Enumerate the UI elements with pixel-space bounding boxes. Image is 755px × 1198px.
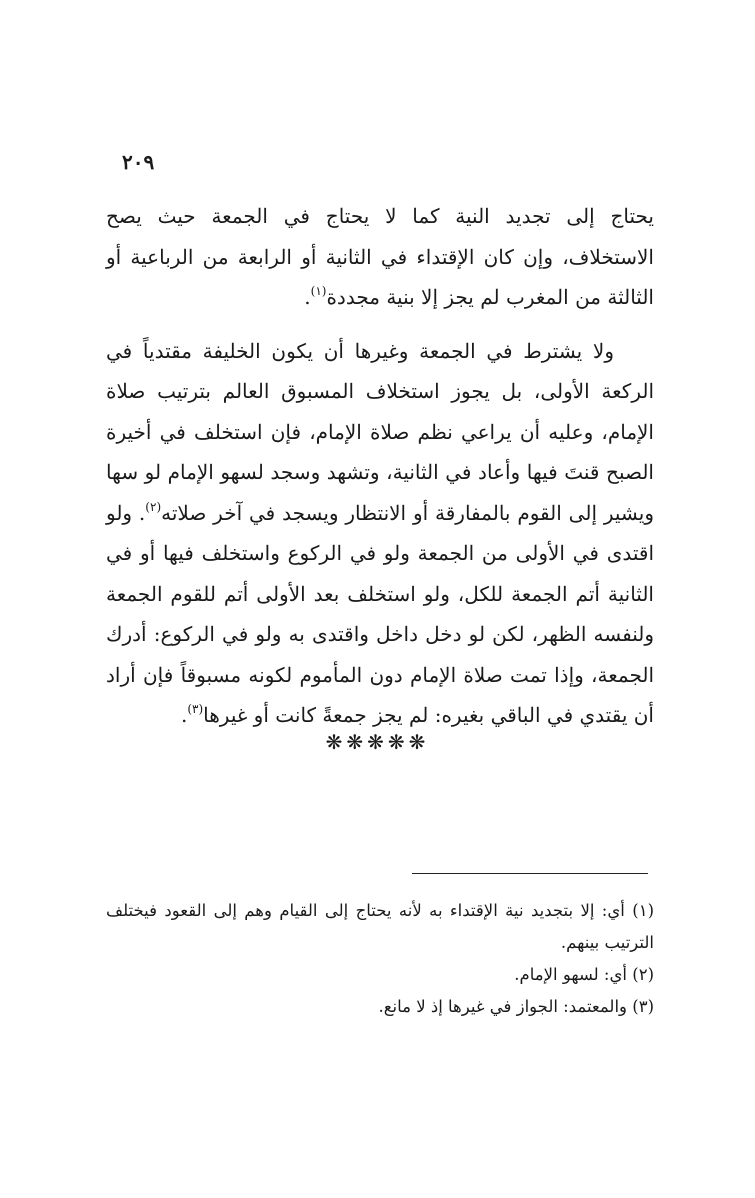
main-text bbox=[106, 196, 654, 736]
paragraph-2 bbox=[106, 331, 654, 736]
paragraph-1 bbox=[106, 196, 654, 318]
section-separator: ❋❋❋❋❋ bbox=[325, 730, 430, 754]
page-number: ٢٠٩ bbox=[122, 150, 155, 174]
footnotes bbox=[106, 895, 654, 1023]
footnote-ref-1: (١) bbox=[310, 284, 327, 298]
footnote-ref-2: (٢) bbox=[145, 499, 162, 514]
paragraph-2-tail: . ولو اقتدى في الأولى من الجمعة ولو في الركوع واستخلف فيها أو في الثانية أتم الجمعة للكل، ولو استخلف بعد الأولى أتم للقوم الجمعة ولنفسه الظهر، لكن لو دخل داخل واقتدى به ولو في الركوع: أدرك الجمعة، وإذا تمت صلاة الإمام دون المأموم لكونه مسبوقاً فإن أراد أن يقتدي في الباقي بغيره: لم يجز جمعةً كانت أو غيرها bbox=[106, 500, 654, 727]
footnote-3: (٣) والمعتمد: الجواز في غيرها إذ لا مانع. bbox=[378, 997, 654, 1016]
footnote-2: (٢) أي: لسهو الإمام. bbox=[514, 965, 654, 984]
footnote-divider bbox=[412, 873, 648, 874]
footnote-ref-3: (٣) bbox=[187, 702, 204, 716]
footnote-1: (١) أي: إلا بتجديد نية الإقتداء به لأنه يحتاج إلى القيام وهم إلى القعود فيختلف الترتيب بينهم. bbox=[106, 901, 654, 952]
paragraph-2-text: ولا يشترط في الجمعة وغيرها أن يكون الخليفة مقتدياً في الركعة الأولى، بل يجوز استخلاف المسبوق العالم بترتيب صلاة الإمام، وعليه أن يراعي نظم صلاة الإمام، فإن استخلف في أخيرة الصبح قنتَ فيها وأعاد في الثانية، وتشهد وسجد لسهو الإمام لو سها ويشير إلى القوم بالمفارقة أو الانتظار ويسجد في آخر صلاته bbox=[106, 338, 654, 525]
paragraph-1-text: يحتاج إلى تجديد النية كما لا يحتاج في الجمعة حيث يصح الاستخلاف، وإن كان الإقتداء في الثانية أو الرابعة من الرباعية أو الثالثة من المغرب لم يجز إلا بنية مجددة bbox=[106, 204, 654, 309]
paragraph-2-tail-2: . bbox=[180, 703, 188, 727]
paragraph-1-tail: . bbox=[304, 285, 311, 309]
